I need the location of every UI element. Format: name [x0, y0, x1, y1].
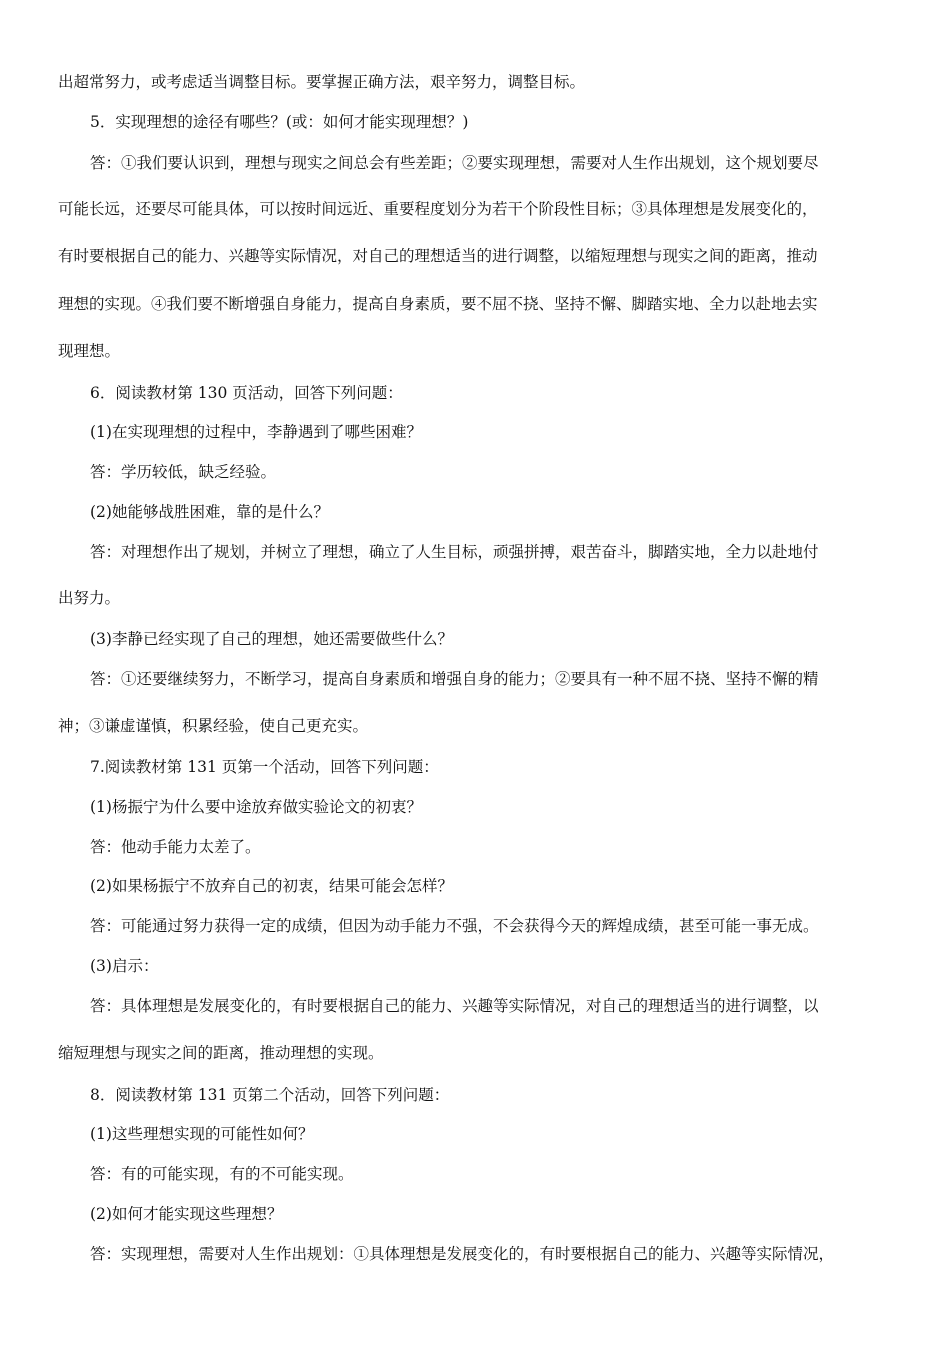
answer-5-line: 答：①我们要认识到，理想与现实之间总会有些差距；②要实现理想，需要对人生作出规划，这个规划要尽: [90, 154, 819, 172]
question-6-2: (2)她能够战胜困难，靠的是什么？: [90, 503, 329, 521]
answer-7-3-line: 缩短理想与现实之间的距离，推动理想的实现。: [58, 1044, 384, 1062]
question-7-1: (1)杨振宁为什么要中途放弃做实验论文的初衷？: [90, 798, 422, 816]
answer-7-3-line: 答：具体理想是发展变化的，有时要根据自己的能力、兴趣等实际情况，对自己的理想适当的进行调整，以: [90, 997, 819, 1015]
answer-8-2-line: 答：实现理想，需要对人生作出规划：①具体理想是发展变化的，有时要根据自己的能力、兴趣等实际情况，: [90, 1245, 835, 1263]
question-7-2: (2)如果杨振宁不放弃自己的初衷，结果可能会怎样？: [90, 877, 453, 895]
question-8-2: (2)如何才能实现这些理想？: [90, 1205, 283, 1223]
question-8-1: (1)这些理想实现的可能性如何？: [90, 1125, 314, 1143]
answer-5-line: 有时要根据自己的能力、兴趣等实际情况，对自己的理想适当的进行调整，以缩短理想与现实之间的距离，推动: [58, 247, 818, 265]
question-8: 8．阅读教材第 131 页第二个活动，回答下列问题：: [90, 1086, 450, 1104]
answer-5-line: 现理想。: [58, 342, 121, 360]
answer-5-line: 可能长远，还要尽可能具体，可以按时间远近、重要程度划分为若干个阶段性目标；③具体理想是发展变化的，: [58, 200, 818, 218]
question-6-1: (1)在实现理想的过程中，李静遇到了哪些困难？: [90, 423, 422, 441]
question-5: 5．实现理想的途径有哪些？(或：如何才能实现理想？): [90, 113, 469, 131]
answer-7-1: 答：他动手能力太差了。: [90, 838, 261, 856]
answer-6-2-line: 答：对理想作出了规划，并树立了理想，确立了人生目标，顽强拼搏，艰苦奋斗，脚踏实地，全力以赴地付: [90, 543, 819, 561]
question-6: 6．阅读教材第 130 页活动，回答下列问题：: [90, 384, 403, 402]
answer-8-1: 答：有的可能实现，有的不可能实现。: [90, 1165, 354, 1183]
answer-7-2: 答：可能通过努力获得一定的成绩，但因为动手能力不强，不会获得今天的辉煌成绩，甚至可能一事无成。: [90, 917, 819, 935]
question-7: 7.阅读教材第 131 页第一个活动，回答下列问题：: [90, 758, 439, 776]
answer-6-3-line: 答：①还要继续努力，不断学习，提高自身素质和增强自身的能力；②要具有一种不屈不挠、坚持不懈的精: [90, 670, 819, 688]
answer-6-1: 答：学历较低，缺乏经验。: [90, 463, 277, 481]
answer-6-3-line: 神；③谦虚谨慎，积累经验，使自己更充实。: [58, 717, 369, 735]
answer-5-line: 理想的实现。④我们要不断增强自身能力，提高自身素质，要不屈不挠、坚持不懈、脚踏实地、全力以赴地去实: [58, 295, 818, 313]
question-7-3: (3)启示：: [90, 957, 159, 975]
question-6-3: (3)李静已经实现了自己的理想，她还需要做些什么？: [90, 630, 453, 648]
text-line: 出超常努力，或考虑适当调整目标。要掌握正确方法，艰辛努力，调整目标。: [58, 73, 586, 91]
answer-6-2-line: 出努力。: [58, 589, 121, 607]
